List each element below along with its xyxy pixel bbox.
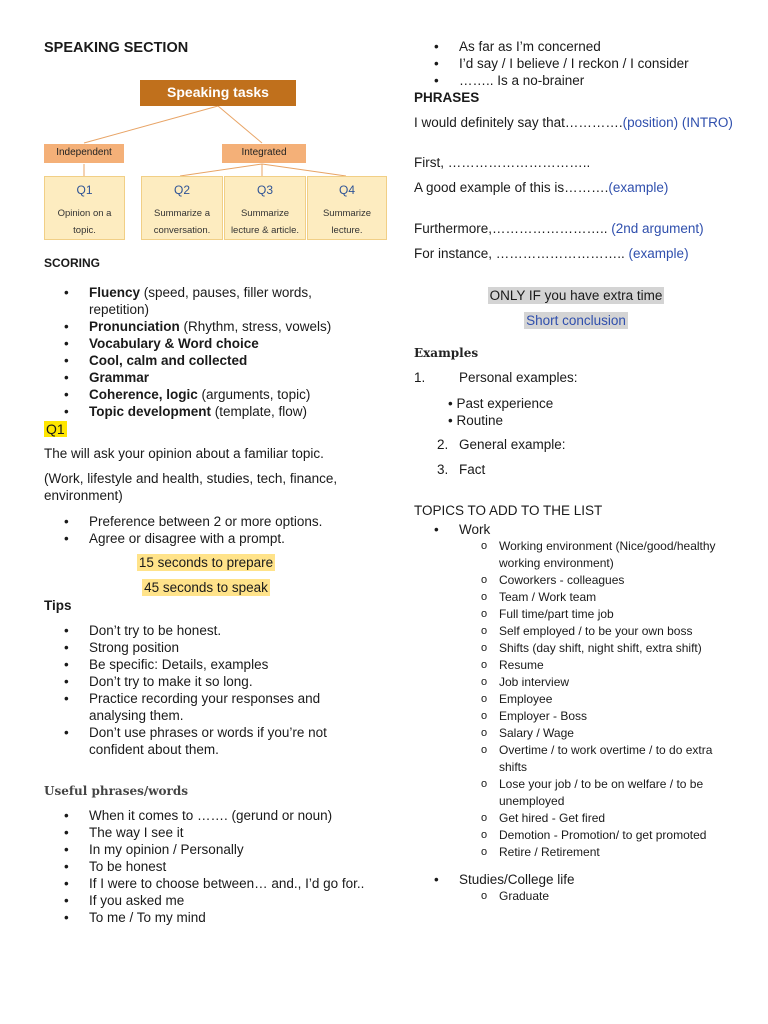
- scoring-item: • Fluency (speed, pauses, filler words,: [44, 284, 374, 301]
- useful-phrase-item: • If you asked me: [44, 892, 404, 909]
- opinion-phrase-item: • I’d say / I believe / I reckon / I consider: [414, 55, 754, 72]
- scoring-item: • Pronunciation (Rhythm, stress, vowels): [44, 318, 374, 335]
- work-topic-item: o Team / Work team: [481, 589, 751, 606]
- extra-time-row: [414, 288, 738, 303]
- prepare-time: 15 seconds to prepare: [138, 555, 274, 570]
- q1-bullets: [44, 513, 374, 547]
- useful-phrases-list: [44, 807, 404, 926]
- useful-phrase-item: • If I were to choose between… and., I’d go for..: [44, 875, 404, 892]
- topic-studies: • Studies/College life: [414, 871, 754, 888]
- work-topic-item: o Employer - Boss: [481, 708, 751, 725]
- example-num-1: 1.: [414, 370, 426, 385]
- example-num-3: 3.: [437, 462, 449, 477]
- tip-item: • Practice recording your responses and: [44, 690, 384, 707]
- scoring-item: • Coherence, logic (arguments, topic): [44, 386, 374, 403]
- tip-item: • Don’t use phrases or words if you’re not: [44, 724, 384, 741]
- q1-desc-line1: Opinion on a: [57, 208, 112, 219]
- phrase-for-instance: For instance, ……………………….. (example): [414, 246, 689, 261]
- scoring-item: • Topic development (template, flow): [44, 403, 374, 420]
- phrase-example: A good example of this is……….(example): [414, 180, 669, 195]
- tip-item: • Be specific: Details, examples: [44, 656, 384, 673]
- work-topic-item: o Shifts (day shift, night shift, extra shift): [481, 640, 751, 657]
- q1-label: Q1: [46, 421, 65, 437]
- q1-bullet: • Preference between 2 or more options.: [44, 513, 374, 530]
- examples-heading: Examples: [414, 346, 479, 360]
- useful-phrase-item: • In my opinion / Personally: [44, 841, 404, 858]
- work-topic-item-continued: shifts: [499, 760, 528, 774]
- q1-line3: environment): [44, 488, 123, 503]
- useful-phrase-item: • To me / To my mind: [44, 909, 404, 926]
- work-topic-item: o Self employed / to be your own boss: [481, 623, 751, 640]
- phrase-example-tag: (example): [608, 180, 669, 195]
- topics-list: [414, 521, 754, 538]
- short-conclusion: Short conclusion: [526, 313, 626, 328]
- q3-desc-line2: lecture & article.: [230, 225, 300, 236]
- diagram-q3-box: [224, 176, 306, 240]
- phrase-furthermore-tag: (2nd argument): [611, 221, 704, 236]
- q1-line2: (Work, lifestyle and health, studies, tech, finance,: [44, 471, 338, 486]
- scoring-item: • Grammar: [44, 369, 374, 386]
- work-topics-list: [481, 538, 751, 861]
- work-topic-item: o Working environment (Nice/good/healthy: [481, 538, 751, 555]
- scoring-item: • Vocabulary & Word choice: [44, 335, 374, 352]
- tip-item-continued: confident about them.: [89, 742, 219, 757]
- work-topic-item: o Demotion - Promotion/ to get promoted: [481, 827, 751, 844]
- work-topic-item: o Full time/part time job: [481, 606, 751, 623]
- phrase-first: First, …………………………..: [414, 155, 591, 170]
- diagram-q1-box: [44, 176, 125, 240]
- q4-desc-line1: Summarize: [322, 208, 372, 219]
- studies-topic-item: o Graduate: [481, 888, 751, 905]
- work-topic-item-continued: unemployed: [499, 794, 565, 808]
- work-topic-item: o Resume: [481, 657, 751, 674]
- conclusion-row: [414, 313, 738, 328]
- scoring-item-continued: repetition): [89, 302, 150, 317]
- useful-phrase-item: • The way I see it: [44, 824, 404, 841]
- extra-time-note: ONLY IF you have extra time: [489, 288, 663, 303]
- example-sub-item: • Routine: [448, 413, 504, 428]
- tips-heading: Tips: [44, 598, 72, 613]
- work-topic-item: o Retire / Retirement: [481, 844, 751, 861]
- q2-desc-line1: Summarize a: [154, 208, 210, 219]
- q3-desc-line1: Summarize: [240, 208, 290, 219]
- q1-bullet: • Agree or disagree with a prompt.: [44, 530, 374, 547]
- tip-item: • Strong position: [44, 639, 384, 656]
- q1-title: Q1: [76, 183, 93, 197]
- tip-item: • Don’t try to be honest.: [44, 622, 384, 639]
- q1-desc-line2: topic.: [73, 225, 96, 236]
- useful-phrase-item: • To be honest: [44, 858, 404, 875]
- speak-time-row: [0, 580, 412, 595]
- diagram-q4-box: [307, 176, 387, 240]
- work-topic-item: o Salary / Wage: [481, 725, 751, 742]
- scoring-heading: SCORING: [44, 256, 101, 270]
- studies-topics-list: [481, 888, 751, 905]
- prepare-time-row: [0, 555, 412, 570]
- useful-phrases-heading: Useful phrases/words: [44, 784, 189, 798]
- q1-line1: The will ask your opinion about a familiar topic.: [44, 446, 324, 461]
- phrase-for-instance-tag: (example): [628, 246, 689, 261]
- q4-title: Q4: [338, 183, 355, 197]
- opinion-phrase-item: • …….. Is a no-brainer: [414, 72, 754, 89]
- example-personal-sub: [448, 395, 553, 429]
- example-general: General example:: [459, 437, 566, 452]
- q2-title: Q2: [173, 183, 190, 197]
- topics-heading: TOPICS TO ADD TO THE LIST: [414, 503, 603, 518]
- q4-desc-line2: lecture.: [331, 225, 363, 236]
- page-title: SPEAKING SECTION: [44, 40, 189, 56]
- phrase-intro-tag: (position) (INTRO): [622, 115, 733, 130]
- work-topic-item: o Get hired - Get fired: [481, 810, 751, 827]
- q2-desc-line2: conversation.: [153, 225, 211, 236]
- example-sub-item: • Past experience: [448, 396, 554, 411]
- opinion-phrases-list: [414, 38, 754, 89]
- tip-item: • Don’t try to make it so long.: [44, 673, 384, 690]
- phrases-heading: PHRASES: [414, 90, 480, 105]
- diagram-integrated-node: Integrated: [222, 144, 306, 163]
- work-topic-item: o Lose your job / to be on welfare / to be: [481, 776, 751, 793]
- q3-title: Q3: [256, 183, 273, 197]
- diagram-independent-node: Independent: [44, 144, 124, 163]
- topics-list-2: [414, 871, 754, 888]
- work-topic-item: o Employee: [481, 691, 751, 708]
- speaking-tasks-diagram: [44, 76, 390, 244]
- phrase-furthermore: Furthermore,…………………….. (2nd argument): [414, 221, 704, 236]
- work-topic-item: o Overtime / to work overtime / to do extra: [481, 742, 751, 759]
- example-num-2: 2.: [437, 437, 449, 452]
- scoring-list: [44, 284, 374, 420]
- speak-time: 45 seconds to speak: [144, 580, 268, 595]
- topic-work: • Work: [414, 521, 754, 538]
- work-topic-item: o Coworkers - colleagues: [481, 572, 751, 589]
- opinion-phrase-item: • As far as I’m concerned: [414, 38, 754, 55]
- phrase-intro: I would definitely say that………….(position) (INTRO): [414, 115, 733, 130]
- tips-list: [44, 622, 384, 758]
- useful-phrase-item: • When it comes to ……. (gerund or noun): [44, 807, 404, 824]
- scoring-item: • Cool, calm and collected: [44, 352, 374, 369]
- work-topic-item-continued: working environment): [499, 556, 614, 570]
- work-topic-item: o Job interview: [481, 674, 751, 691]
- example-personal: Personal examples:: [459, 370, 578, 385]
- diagram-top-node: Speaking tasks: [140, 80, 296, 106]
- example-fact: Fact: [459, 462, 486, 477]
- tip-item-continued: analysing them.: [89, 708, 184, 723]
- diagram-q2-box: [141, 176, 223, 240]
